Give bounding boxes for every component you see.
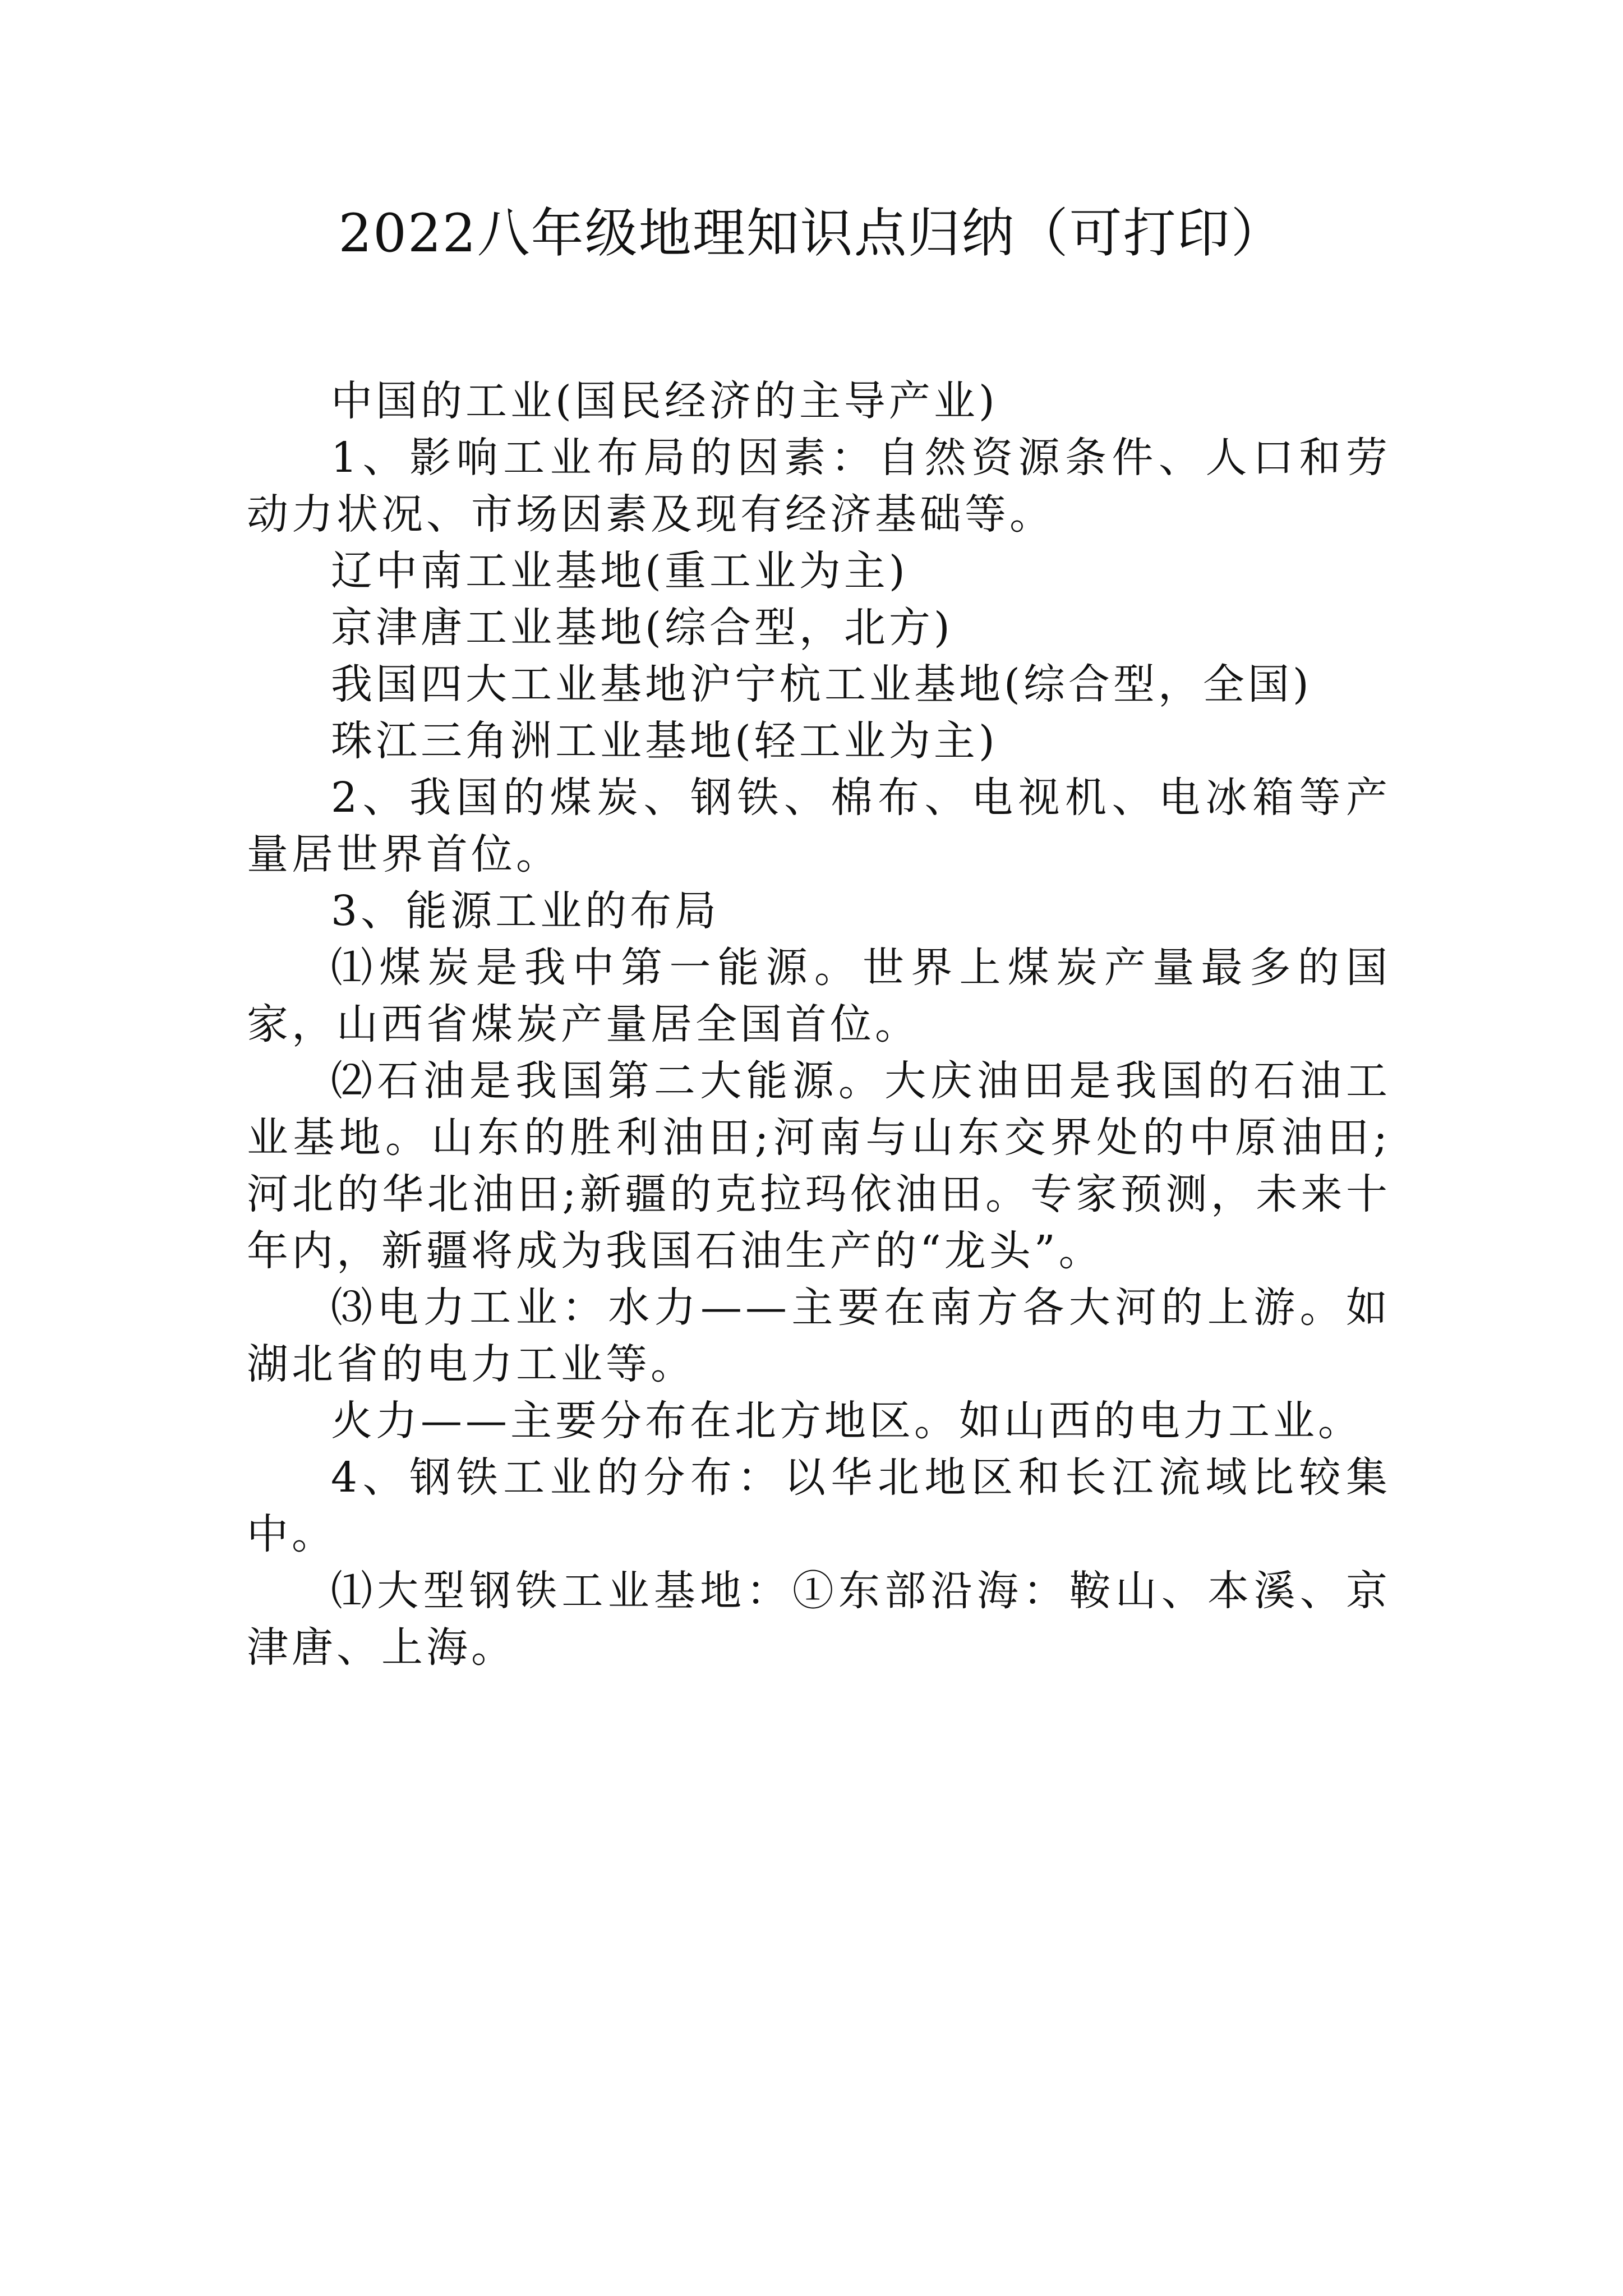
paragraph: 2、我国的煤炭、钢铁、棉布、电视机、电冰箱等产量居世界首位。: [247, 774, 1391, 878]
paragraph: 中国的工业(国民经济的主导产业): [331, 377, 998, 425]
page-title: 2022八年级地理知识点归纳（可打印）: [338, 203, 1285, 264]
paragraph: 4、钢铁工业的分布：以华北地区和长江流域比较集中。: [247, 1453, 1391, 1558]
paragraph: ⑴大型钢铁工业基地：①东部沿海：鞍山、本溪、京津唐、上海。: [247, 1567, 1391, 1672]
paragraph: ⑵石油是我国第二大能源。大庆油田是我国的石油工业基地。山东的胜利油田;河南与山东交界处的中原油田;河北的华北油田;新疆的克拉玛依油田。专家预测，未来十年内，新疆将成为我国石油生产的“龙头”。: [247, 1057, 1391, 1275]
paragraph: 京津唐工业基地(综合型，北方): [331, 604, 953, 652]
paragraph: ⑴煤炭是我中第一能源。世界上煤炭产量最多的国家，山西省煤炭产量居全国首位。: [247, 944, 1391, 1048]
paragraph: ⑶电力工业：水力——主要在南方各大河的上游。如湖北省的电力工业等。: [247, 1283, 1391, 1388]
paragraph: 1、影响工业布局的因素：自然资源条件、人口和劳动力状况、市场因素及现有经济基础等。: [247, 434, 1391, 539]
paragraph: 珠江三角洲工业基地(轻工业为主): [331, 717, 998, 765]
paragraph: 3、能源工业的布局: [331, 887, 720, 935]
document-body: [247, 373, 1391, 1676]
paragraph: 辽中南工业基地(重工业为主): [331, 547, 909, 595]
paragraph: 火力——主要分布在北方地区。如山西的电力工业。: [331, 1397, 1363, 1445]
paragraph: 我国四大工业基地沪宁杭工业基地(综合型，全国): [331, 660, 1312, 708]
